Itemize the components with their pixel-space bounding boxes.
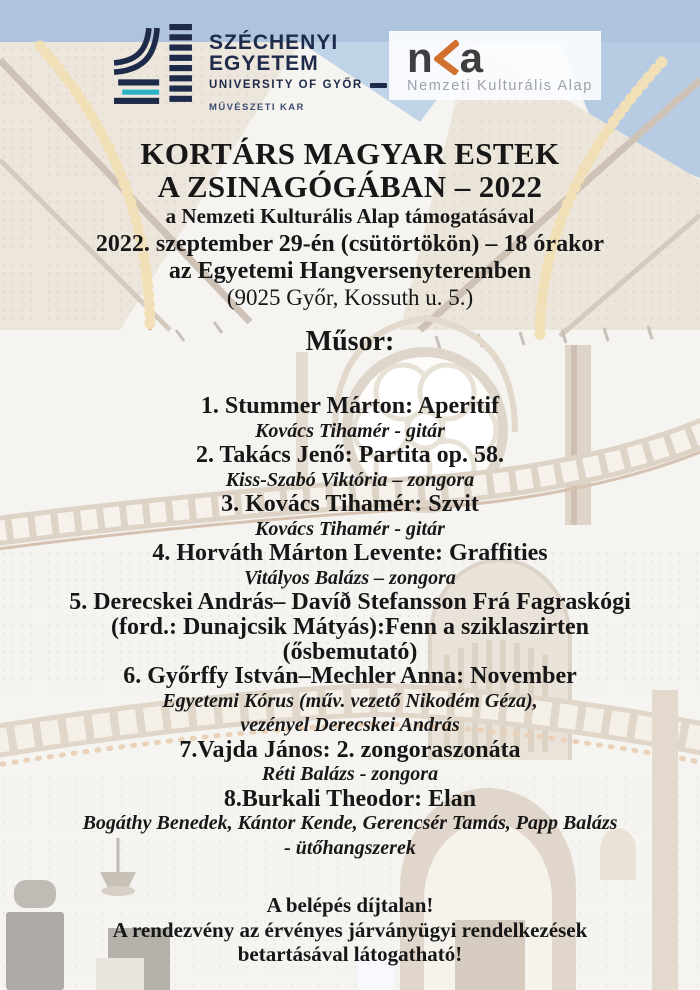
program-item-title: 2. Takács Jenő: Partita op. 58.: [195, 442, 504, 468]
program-list: [18, 394, 682, 860]
program-item-title: 4. Horváth Márton Levente: Graffities: [152, 540, 548, 566]
nka-logo: [389, 31, 601, 100]
program-item-performers: Kovács Tihamér - gitár: [255, 419, 445, 442]
sze-logo-teal-bar: [122, 90, 159, 95]
nka-chevron-icon: [434, 40, 459, 75]
program-item-title: 5. Derecskei András– Davíð Stefansson Frá Fagraskógi: [69, 589, 631, 615]
sze-logo-name-line2: EGYETEM: [209, 52, 319, 75]
nka-letter-a: a: [459, 34, 484, 81]
event-datetime: 2022. szeptember 29-én (csütörtökön) – 18 órakor: [95, 231, 605, 257]
program-item-performers: Kovács Tihamér - gitár: [255, 517, 445, 540]
event-venue: az Egyetemi Hangversenyteremben: [168, 258, 532, 284]
program-heading: Műsor:: [305, 326, 395, 357]
program-item-title: (ősbemutató): [282, 638, 418, 665]
program-item-title: 7.Vajda János: 2. zongoraszonáta: [179, 736, 521, 763]
program-item-performers: Bogáthy Benedek, Kántor Kende, Gerencsér Tamás, Papp Balázs: [82, 812, 618, 835]
program-item-title: (ford.: Dunajcsik Mátyás):Fenn a sziklaszirten: [111, 613, 589, 640]
nka-caption: Nemzeti Kulturális Alap: [407, 78, 593, 94]
program-item-title: 8.Burkali Theodor: Elan: [223, 785, 477, 812]
nka-wordmark: [407, 34, 601, 81]
footer-note-line: A belépés díjtalan!: [266, 893, 434, 917]
event-support-line: a Nemzeti Kulturális Alap támogatásával: [165, 204, 535, 228]
footer-note-line: betartásával látogatható!: [237, 942, 463, 966]
event-title-line2: A ZSINAGÓGÁBAN – 2022: [157, 169, 543, 204]
program-item-title: 1. Stummer Márton: Aperitif: [200, 393, 500, 419]
program-item-performers: Réti Balázs - zongora: [261, 763, 439, 786]
sze-logo-icon: [112, 24, 194, 106]
footer-note: [0, 893, 700, 967]
program-item-performers: Vitályos Balázs – zongora: [244, 566, 456, 589]
footer-note-line: A rendezvény az érvényes járványügyi rendelkezések: [112, 917, 588, 942]
program-item-performers: - ütőhangszerek: [284, 836, 416, 859]
event-title-line1: KORTÁRS MAGYAR ESTEK: [140, 136, 560, 171]
program-item-performers: vezényel Derecskei András: [240, 714, 460, 737]
program-item-performers: Kiss-Szabó Viktória – zongora: [225, 468, 475, 491]
sze-university-logo: [112, 24, 387, 113]
nka-letter-n: n: [407, 34, 433, 81]
program-item-performers: Egyetemi Kórus (műv. vezető Nikodém Géza),: [162, 690, 538, 713]
event-address: (9025 Győr, Kossuth u. 5.): [226, 285, 474, 310]
sze-logo-dash: [370, 83, 387, 88]
program-item-title: 6. Győrffy István–Mechler Anna: November: [123, 663, 577, 690]
program-item-title: 3. Kovács Tihamér: Szvit: [221, 491, 479, 517]
sze-logo-subtitle: UNIVERSITY OF GYŐR: [209, 79, 363, 91]
title-block: [0, 137, 700, 310]
sze-logo-name-line1: SZÉCHENYI: [209, 31, 339, 54]
sze-logo-department: MŰVÉSZETI KAR: [209, 102, 305, 113]
